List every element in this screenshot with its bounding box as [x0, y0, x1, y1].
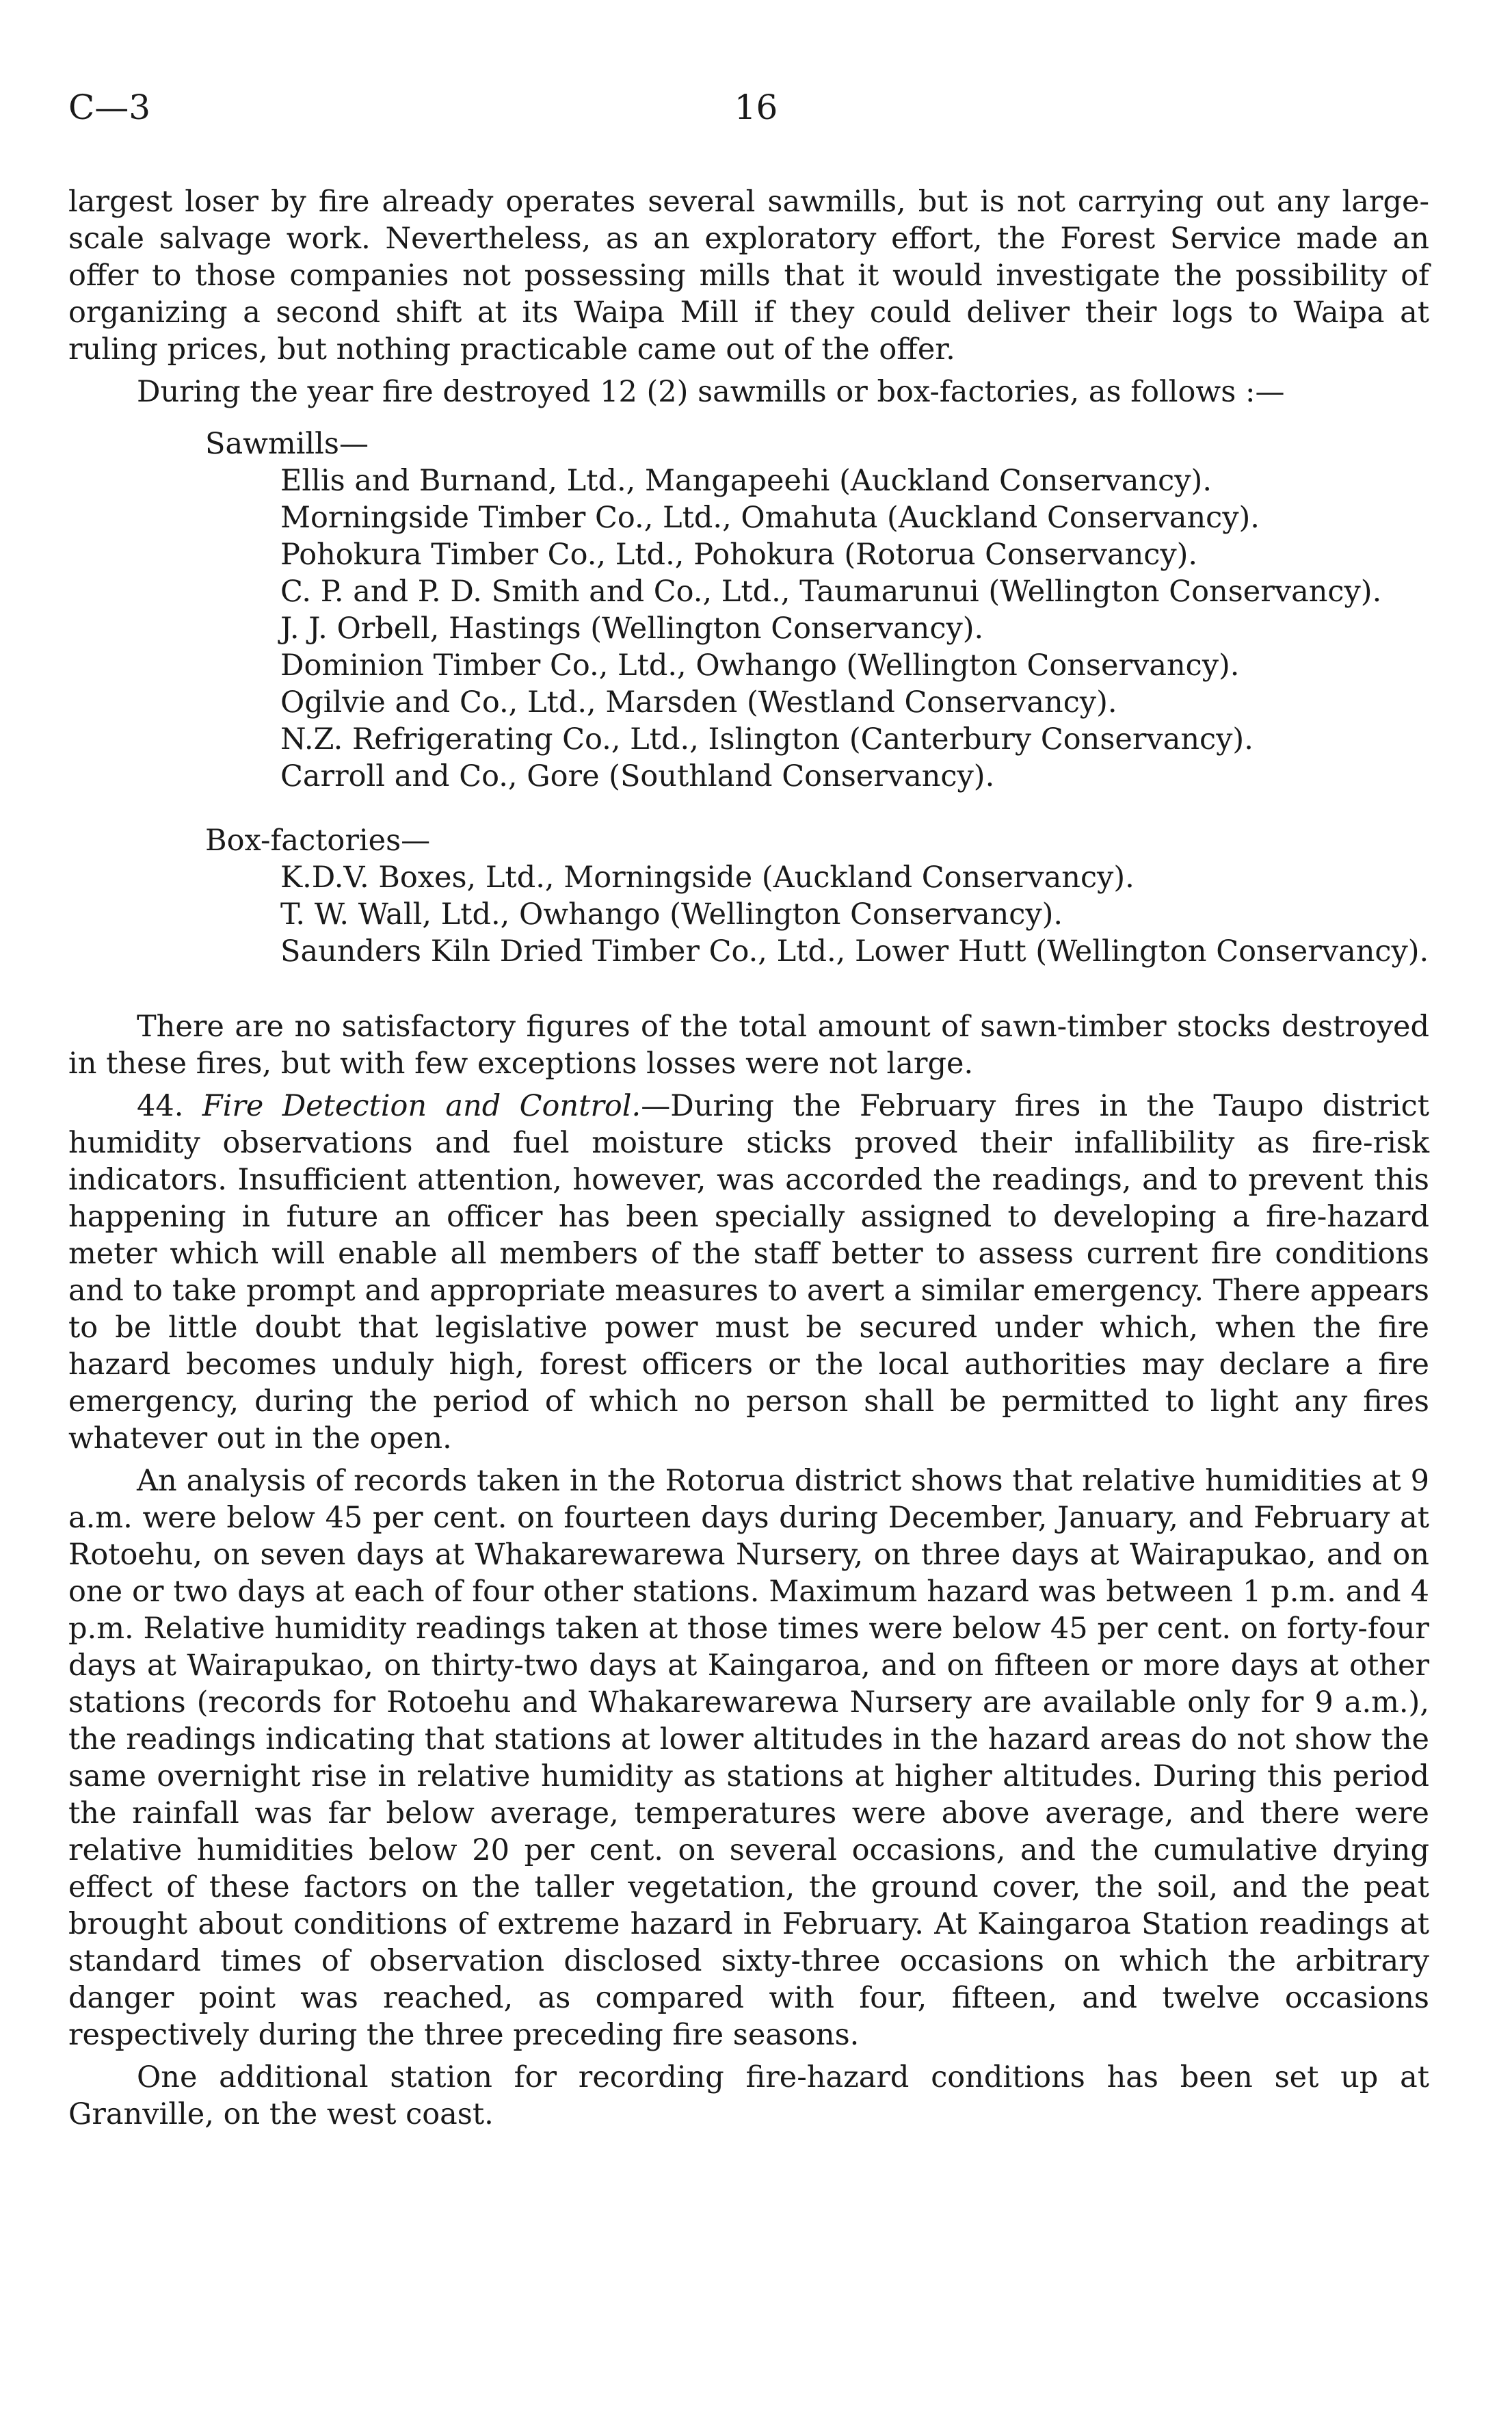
section-number: 44.	[137, 1089, 184, 1123]
section-title: Fire Detection and Control.	[202, 1089, 641, 1123]
page-header	[0, 88, 1512, 135]
box-factories-heading: Box-factories—	[205, 824, 431, 858]
document-code: C—3	[68, 88, 151, 127]
section-body: —During the February fires in the Taupo district humidity observations and fuel moisture sticks proved their infallibility as fire-risk indicators. Insufficient attention, however, was accorded the readings, and to prevent this happening in future an officer has been specially assigned to developing a fire-hazard meter which will enable all members of the staff better to assess current fire conditions and to take prompt and appropriate measures to avert a similar emergency. There appears to be little doubt that legislative power must be secured under which, when the fire hazard becomes unduly high, forest officers or the local authorities may declare a fire emergency, during the period of which no person shall be permitted to light any fires whatever out in the open.	[68, 1089, 1429, 1456]
list-item: K.D.V. Boxes, Ltd., Morningside (Auckland Conservancy).	[280, 860, 1135, 895]
list-item: Carroll and Co., Gore (Southland Conservancy).	[280, 759, 995, 793]
stocks-paragraph: There are no satisfactory figures of the total amount of sawn-timber stocks destroyed in these fires, but with few exceptions losses were not large.	[68, 1010, 1429, 1081]
sawmills-list	[68, 462, 1429, 795]
analysis-paragraph: An analysis of records taken in the Rotorua district shows that relative humidities at 9 a.m. were below 45 per cent. on fourteen days during December, January, and February at Rotoehu, on seven days at Whakarewarewa Nursery, on three days at Wairapukao, and on one or two days at each of four other stations. Maximum hazard was between 1 p.m. and 4 p.m. Relative humidity readings taken at those times were below 45 per cent. on forty-four days at Wairapukao, on thirty-two days at Kaingaroa, and on fifteen or more days at other stations (records for Rotoehu and Whakarewarewa Nursery are available only for 9 a.m.), the readings indicating that stations at lower altitudes in the hazard areas do not show the same overnight rise in relative humidity as stations at higher altitudes. During this period the rainfall was far below average, temperatures were above average, and there were relative humidities below 20 per cent. on several occasions, and the cumulative drying effect of these factors on the taller vegetation, the ground cover, the soil, and the peat brought about conditions of extreme hazard in February. At Kaingaroa Station readings at standard times of observation disclosed sixty-three occasions on which the arbitrary danger point was reached, as compared with four, fifteen, and twelve occasions respectively during the three preceding fire seasons.	[68, 1464, 1429, 2052]
destroyed-paragraph: During the year fire destroyed 12 (2) sawmills or box-factories, as follows :—	[137, 375, 1285, 409]
section-44-paragraph	[68, 1088, 1429, 1457]
box-factories-list	[68, 859, 1429, 970]
station-paragraph: One additional station for recording fire-hazard conditions has been set up at Granville, on the west coast.	[68, 2060, 1429, 2131]
sawmills-heading: Sawmills—	[205, 427, 369, 461]
list-item: Ogilvie and Co., Ltd., Marsden (Westland Conservancy).	[280, 685, 1117, 720]
page-number: 16	[734, 88, 778, 127]
list-item: Pohokura Timber Co., Ltd., Pohokura (Rotorua Conservancy).	[280, 538, 1198, 572]
list-item: Ellis and Burnand, Ltd., Mangapeehi (Auckland Conservancy).	[280, 464, 1212, 498]
list-item: Morningside Timber Co., Ltd., Omahuta (Auckland Conservancy).	[280, 501, 1260, 535]
intro-paragraph: largest loser by fire already operates several sawmills, but is not carrying out any large-scale salvage work. Nevertheless, as an exploratory effort, the Forest Service made an offer to those companies not possessing mills that it would investigate the possibility of organizing a second shift at its Waipa Mill if they could deliver their logs to Waipa at ruling prices, but nothing practicable came out of the offer.	[68, 185, 1429, 367]
list-item: C. P. and P. D. Smith and Co., Ltd., Taumarunui (Wellington Conservancy).	[280, 575, 1382, 609]
body-text	[68, 183, 1429, 2133]
list-item: Dominion Timber Co., Ltd., Owhango (Wellington Conservancy).	[280, 648, 1240, 683]
list-item: Saunders Kiln Dried Timber Co., Ltd., Lower Hutt (Wellington Conservancy).	[280, 934, 1429, 969]
list-item: N.Z. Refrigerating Co., Ltd., Islington (Canterbury Conservancy).	[280, 722, 1254, 757]
list-item: T. W. Wall, Ltd., Owhango (Wellington Conservancy).	[280, 897, 1063, 932]
list-item: J. J. Orbell, Hastings (Wellington Conservancy).	[280, 612, 984, 646]
